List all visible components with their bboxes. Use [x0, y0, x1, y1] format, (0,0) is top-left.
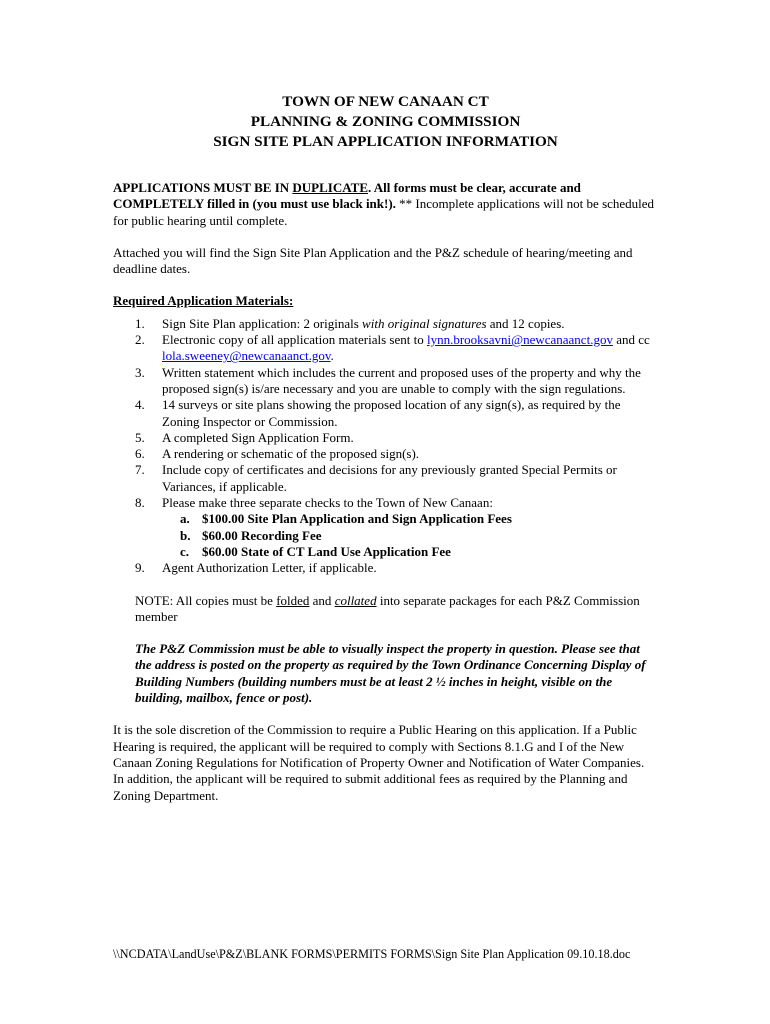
item-number: 8.	[135, 495, 145, 511]
document-page	[113, 92, 658, 804]
fee-letter: c.	[180, 543, 190, 559]
item-text: Written statement which includes the current and proposed uses of the property and why the proposed sign(s) is/are necessary and you are unable to comply with the sign regulations.	[162, 364, 641, 396]
fee-text: $60.00 State of CT Land Use Application Fee	[202, 543, 451, 559]
item-number: 9.	[135, 560, 145, 576]
item-number: 1.	[135, 315, 145, 331]
item-text: Include copy of certificates and decisions for any previously granted Special Permits or Variances, if applicable.	[162, 462, 617, 494]
fee-text: $100.00 Site Plan Application and Sign Application Fees	[202, 511, 512, 527]
commission-title: PLANNING & ZONING COMMISSION	[250, 113, 521, 130]
fee-text: $60.00 Recording Fee	[202, 527, 322, 543]
list-item	[113, 316, 658, 332]
duplicate-word: DUPLICATE	[292, 180, 368, 195]
item-text: Agent Authorization Letter, if applicable.	[162, 560, 377, 576]
item-text-cc: and cc	[612, 332, 650, 348]
intro-paragraph	[113, 180, 658, 229]
item-text: Electronic copy of all application materials sent to	[162, 332, 427, 348]
intro-bold-rest: . All forms must be clear, accurate and COMPLETELY filled in (you must use black ink!).	[113, 180, 581, 212]
list-item	[113, 332, 658, 365]
check-fee-list	[162, 511, 658, 560]
email-link-sweeney[interactable]: lola.sweeney@newcanaanct.gov	[162, 348, 331, 364]
item-text: A rendering or schematic of the proposed sign(s).	[162, 446, 420, 462]
list-item	[113, 560, 658, 576]
note-text: NOTE: All copies must be	[135, 592, 277, 608]
list-item	[113, 397, 658, 430]
document-header	[113, 92, 658, 152]
required-materials-heading: Required Application Materials:	[113, 293, 294, 309]
note-paragraph	[113, 593, 658, 626]
item-number: 4.	[135, 397, 145, 413]
item-number: 7.	[135, 462, 145, 478]
collated-word: collated	[334, 592, 377, 608]
incomplete-warning: ** Incomplete applications will not be scheduled for public hearing until complete.	[113, 196, 655, 228]
item-text-end: .	[330, 348, 334, 364]
email-link-brooksavni[interactable]: lynn.brooksavni@newcanaanct.gov	[426, 332, 613, 348]
fee-item	[162, 544, 658, 560]
item-number: 3.	[135, 364, 145, 380]
item-text: Sign Site Plan application: 2 originals	[162, 315, 363, 331]
item-text: Please make three separate checks to the Town of New Canaan:	[162, 495, 493, 511]
attached-paragraph: Attached you will find the Sign Site Plan Application and the P&Z schedule of hearing/meeting and deadline dates.	[113, 244, 633, 277]
materials-list	[113, 316, 658, 577]
list-item	[113, 365, 658, 398]
note-text-end: into separate packages for each P&Z Commission member	[135, 592, 640, 624]
intro-bold-lead: APPLICATIONS MUST BE IN	[113, 180, 293, 195]
item-number: 5.	[135, 429, 145, 445]
original-signatures-text: with original signatures	[362, 315, 487, 331]
fee-letter: a.	[180, 511, 190, 527]
public-hearing-paragraph: It is the sole discretion of the Commission to require a Public Hearing on this application. If a Public Hearing is required, the applicant will be required to comply with Sections 8.1.G and I of the New Canaan Zoning Regulations for Notification of Property Owner and Notification of Water Companies. In addition, the applicant will be required to submit additional fees as required by the Planning and Zoning Department.	[113, 722, 645, 803]
item-text: A completed Sign Application Form.	[162, 429, 354, 445]
list-item	[113, 446, 658, 462]
application-title: SIGN SITE PLAN APPLICATION INFORMATION	[213, 133, 558, 150]
list-item	[113, 495, 658, 560]
item-text-end: and 12 copies.	[486, 315, 565, 331]
item-number: 2.	[135, 332, 145, 348]
list-item	[113, 462, 658, 495]
note-text-and: and	[309, 592, 335, 608]
fee-item	[162, 511, 658, 527]
item-number: 6.	[135, 446, 145, 462]
inspection-notice: The P&Z Commission must be able to visually inspect the property in question. Please see that the address is posted on the property as required by the Town Ordinance Concerning Display of Building Numbers (building numbers must be at least 2 ½ inches in height, visible on the building, mailbox, fence or post).	[135, 641, 646, 706]
item-text: 14 surveys or site plans showing the proposed location of any sign(s), as required by the Zoning Inspector or Commission.	[162, 397, 621, 429]
list-item	[113, 430, 658, 446]
town-title: TOWN OF NEW CANAAN CT	[282, 93, 489, 110]
fee-letter: b.	[180, 527, 191, 543]
fee-item	[162, 528, 658, 544]
file-path-footer: \\NCDATA\LandUse\P&Z\BLANK FORMS\PERMITS FORMS\Sign Site Plan Application 09.10.18.doc	[113, 947, 631, 961]
folded-word: folded	[276, 592, 310, 608]
